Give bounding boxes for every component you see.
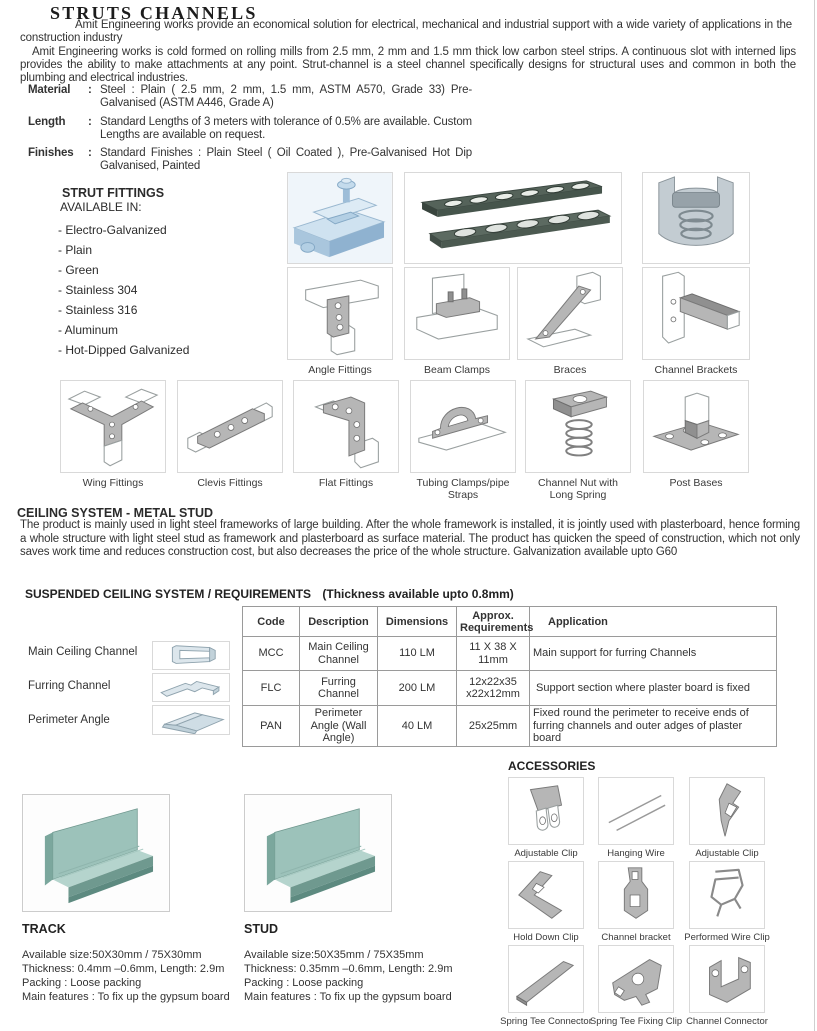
hanging-wire-image: [598, 777, 674, 845]
channel-nut-caption: Channel Nut with Long Spring: [538, 477, 618, 501]
tubing-clamps-image: [410, 380, 516, 473]
hold-down-clip-caption: Hold Down Clip: [513, 932, 579, 943]
channel-bracket-acc-illustration: [599, 862, 673, 928]
spec-finishes: [28, 147, 472, 173]
profile-label-main-ceiling-channel: Main Ceiling Channel: [28, 646, 138, 658]
stud-features: Main features : To fix up the gypsum board: [244, 991, 452, 1003]
spec-material-label: Material: [28, 84, 71, 96]
ceiling-body: The product is mainly used in light steel frameworks of large building. After the whole framework is installed, it is jointly used with plasterboard, hence forming a whole structure with light steel stud as framework and plasterboard as surface material. The product has quicken the speed of construction, which not only saves work time and reduces construction cost, but also decreases the price of the whole structure. Galvanization available upto G60: [20, 519, 800, 558]
tubing-clamps-illustration: [411, 381, 515, 472]
channel-brackets-illustration: [643, 268, 749, 359]
track-packing: Packing : Loose packing: [22, 977, 142, 989]
spring-tee-fixing-clip-caption: Spring Tee Fixing Clip: [589, 1016, 683, 1027]
header-requirements: Approx. Requirements: [457, 607, 530, 637]
spring-tee-fixing-clip-image: [598, 945, 674, 1013]
perimeter-angle-illustration: [153, 706, 229, 734]
stud-thickness: Thickness: 0.35mm –0.6mm, Length: 2.9m: [244, 963, 453, 975]
wing-fittings-image: [60, 380, 166, 473]
channel-connector-caption: Channel Connector: [686, 1016, 768, 1027]
strut-clamp-photo-illustration: [288, 173, 392, 263]
track-features: Main features : To fix up the gypsum board: [22, 991, 230, 1003]
performed-wire-clip-illustration: [690, 862, 764, 928]
track-heading: TRACK: [22, 922, 66, 936]
channel-connector-image: [689, 945, 765, 1013]
channel-nut-spring-photo: [642, 172, 750, 264]
furring-channel-image: [152, 673, 230, 702]
wing-fittings-caption: Wing Fittings: [82, 477, 144, 489]
suspended-ceiling-heading: [25, 587, 514, 601]
pan-code: PAN: [243, 706, 300, 747]
spring-tee-connector-caption: Spring Tee Connector: [500, 1016, 592, 1027]
strut-fittings-heading: STRUT FITTINGS: [62, 186, 165, 200]
profile-label-furring-channel: Furring Channel: [28, 680, 111, 692]
performed-wire-clip-caption: Performed Wire Clip: [684, 932, 770, 943]
intro-paragraph-2: Amit Engineering works is cold formed on rolling mills from 2.5 mm, 2 mm and 1.5 mm thick low carbon steel strips. A continuous slot with interned lips provides the ability to make attachments at any point. Strut-channel is a steel channel specifically designs for structural uses and common in both the plumbing and electrical industries.: [20, 46, 796, 84]
stud-details: [244, 948, 452, 1004]
page-title: STRUTS CHANNELS: [50, 3, 258, 23]
table-row-flc: [243, 671, 777, 706]
spec-colon: :: [88, 147, 92, 159]
adjustable-clip-1-caption: Adjustable Clip: [514, 848, 578, 859]
page-edge-line: [814, 0, 815, 1031]
slotted-channels-photo-cell: [404, 172, 622, 264]
spec-length-label: Length: [28, 116, 66, 128]
clevis-fittings-cell: [177, 380, 283, 489]
angle-fittings-caption: Angle Fittings: [308, 364, 372, 376]
post-bases-cell: [643, 380, 749, 489]
beam-clamps-illustration: [405, 268, 509, 359]
channel-nut-image: [525, 380, 631, 473]
flc-dimensions: 200 LM: [378, 671, 457, 706]
hold-down-clip-illustration: [509, 862, 583, 928]
intro-paragraph-1: Amit Engineering works provide an economical solution for electrical, mechanical and industrial support with a wide variety of applications in the construction industry: [20, 19, 792, 44]
requirements-table: [242, 606, 777, 747]
braces-image: [517, 267, 623, 360]
track-photo: [22, 794, 170, 912]
flc-requirements: 12x22x35 x22x12mm: [457, 671, 530, 706]
table-row-mcc: [243, 637, 777, 671]
slotted-channels-illustration: [405, 173, 621, 263]
main-ceiling-channel-illustration: [153, 642, 229, 669]
angle-fittings-cell: [287, 267, 393, 376]
post-bases-illustration: [644, 381, 748, 472]
pan-description: Perimeter Angle (Wall Angle): [300, 706, 378, 747]
mcc-application: Main support for furring Channels: [530, 637, 777, 671]
strut-fittings-options: [58, 220, 189, 360]
hold-down-clip-image: [508, 861, 584, 929]
slotted-channels-photo: [404, 172, 622, 264]
spec-length-value: Standard Lengths of 3 meters with tolerance of 0.5% are available. Custom Lengths are available on request.: [100, 116, 472, 141]
table-header-row: [243, 607, 777, 637]
spec-colon: :: [88, 116, 92, 128]
furring-channel-illustration: [153, 674, 229, 701]
clevis-fittings-illustration: [178, 381, 282, 472]
spec-material: [28, 84, 472, 110]
flat-fittings-cell: [293, 380, 399, 489]
channel-bracket-acc-caption: Channel bracket: [601, 932, 671, 943]
braces-illustration: [518, 268, 622, 359]
option-electro-galvanized: - Electro-Galvanized: [58, 223, 167, 237]
option-stainless-304: - Stainless 304: [58, 283, 138, 297]
header-dimensions: Dimensions: [378, 607, 457, 637]
performed-wire-clip-cell: [674, 861, 780, 943]
stud-heading: STUD: [244, 922, 279, 936]
spring-tee-connector-illustration: [509, 946, 583, 1012]
mcc-description: Main Ceiling Channel: [300, 637, 378, 671]
header-description: Description: [300, 607, 378, 637]
flat-fittings-illustration: [294, 381, 398, 472]
channel-nut-illustration: [526, 381, 630, 472]
option-hot-dipped-galvanized: - Hot-Dipped Galvanized: [58, 343, 190, 357]
track-thickness: Thickness: 0.4mm –0.6mm, Length: 2.9m: [22, 963, 225, 975]
mcc-code: MCC: [243, 637, 300, 671]
clevis-fittings-image: [177, 380, 283, 473]
perimeter-angle-image: [152, 705, 230, 735]
spec-finishes-label: Finishes: [28, 147, 74, 159]
option-aluminum: - Aluminum: [58, 323, 119, 337]
channel-nut-cell: [525, 380, 631, 501]
hanging-wire-illustration: [599, 778, 673, 844]
adjustable-clip-2-illustration: [690, 778, 764, 844]
channel-connector-cell: [674, 945, 780, 1027]
stud-photo: [244, 794, 392, 912]
header-application: Application: [530, 607, 777, 637]
option-green: - Green: [58, 263, 99, 277]
adjustable-clip-2-caption: Adjustable Clip: [695, 848, 759, 859]
strut-clamp-photo: [287, 172, 393, 264]
header-code: Code: [243, 607, 300, 637]
wing-fittings-cell: [60, 380, 166, 489]
hanging-wire-caption: Hanging Wire: [607, 848, 665, 859]
ceiling-heading: CEILING SYSTEM - METAL STUD: [17, 506, 214, 520]
pan-dimensions: 40 LM: [378, 706, 457, 747]
stud-photo-illustration: [245, 795, 391, 911]
adjustable-clip-2-image: [689, 777, 765, 845]
flat-fittings-image: [293, 380, 399, 473]
post-bases-image: [643, 380, 749, 473]
spec-finishes-value: Standard Finishes : Plain Steel ( Oil Coated ), Pre-Galvanised Hot Dip Galvanised, Painted: [100, 147, 472, 172]
option-plain: - Plain: [58, 243, 93, 257]
flat-fittings-caption: Flat Fittings: [318, 477, 374, 489]
suspended-ceiling-title: SUSPENDED CEILING SYSTEM / REQUIREMENTS: [25, 587, 312, 601]
spec-colon: :: [88, 84, 92, 96]
spec-material-value: Steel : Plain ( 2.5 mm, 2 mm, 1.5 mm, ASTM A570, Grade 33) Pre-Galvanised (ASTM A446, Grade A): [100, 84, 472, 109]
flc-application: Support section where plaster board is fixed: [530, 671, 777, 706]
channel-nut-spring-photo-cell: [642, 172, 750, 264]
adjustable-clip-1-illustration: [509, 778, 583, 844]
angle-fittings-image: [287, 267, 393, 360]
wing-fittings-illustration: [61, 381, 165, 472]
track-size: Available size:50X30mm / 75X30mm: [22, 949, 202, 961]
profile-label-perimeter-angle: Perimeter Angle: [28, 714, 110, 726]
option-stainless-316: - Stainless 316: [58, 303, 138, 317]
channel-nut-spring-photo-illustration: [643, 173, 749, 263]
strut-fittings-subheading: AVAILABLE IN:: [60, 200, 142, 214]
stud-size: Available size:50X35mm / 75X35mm: [244, 949, 424, 961]
braces-cell: [517, 267, 623, 376]
thickness-note: (Thickness available upto 0.8mm): [322, 587, 514, 601]
channel-brackets-image: [642, 267, 750, 360]
performed-wire-clip-image: [689, 861, 765, 929]
beam-clamps-image: [404, 267, 510, 360]
adjustable-clip-1-image: [508, 777, 584, 845]
channel-bracket-acc-image: [598, 861, 674, 929]
channel-connector-illustration: [690, 946, 764, 1012]
track-photo-illustration: [23, 795, 169, 911]
stud-packing: Packing : Loose packing: [244, 977, 364, 989]
table-row-pan: [243, 706, 777, 747]
spring-tee-connector-image: [508, 945, 584, 1013]
angle-fittings-illustration: [288, 268, 392, 359]
spec-length: [28, 116, 472, 142]
flc-description: Furring Channel: [300, 671, 378, 706]
mcc-requirements: 11 X 38 X 11mm: [457, 637, 530, 671]
beam-clamps-caption: Beam Clamps: [424, 364, 490, 376]
channel-brackets-caption: Channel Brackets: [654, 364, 738, 376]
accessories-heading: ACCESSORIES: [508, 759, 596, 773]
pan-application: Fixed round the perimeter to receive ends of furring channels and outer adges of plaster board: [530, 706, 777, 747]
tubing-clamps-caption: Tubing Clamps/pipe Straps: [416, 477, 510, 501]
strut-clamp-photo-cell: [287, 172, 393, 264]
mcc-dimensions: 110 LM: [378, 637, 457, 671]
flc-code: FLC: [243, 671, 300, 706]
track-details: [22, 948, 230, 1004]
channel-brackets-cell: [642, 267, 750, 376]
clevis-fittings-caption: Clevis Fittings: [197, 477, 263, 489]
beam-clamps-cell: [404, 267, 510, 376]
braces-caption: Braces: [553, 364, 587, 376]
tubing-clamps-cell: [410, 380, 516, 501]
spring-tee-fixing-clip-illustration: [599, 946, 673, 1012]
post-bases-caption: Post Bases: [669, 477, 723, 489]
pan-requirements: 25x25mm: [457, 706, 530, 747]
main-ceiling-channel-image: [152, 641, 230, 670]
adjustable-clip-2-cell: [674, 777, 780, 859]
